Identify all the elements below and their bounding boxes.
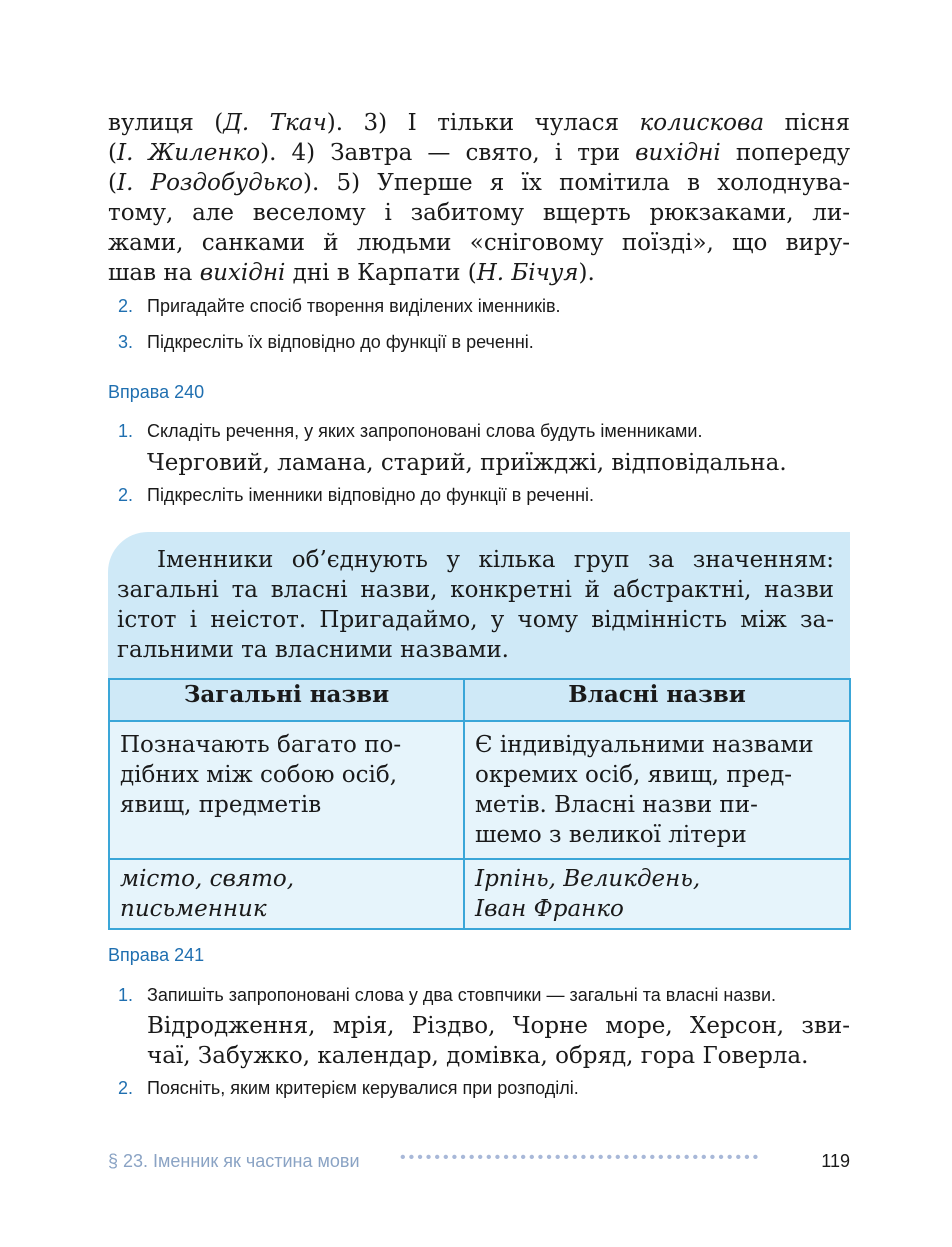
text-segment: ). 3) І тільки чулася (326, 110, 640, 136)
task-number: 2. (118, 296, 134, 316)
cell-line: письменник (120, 896, 267, 922)
cell-line: Є індивідуальними назвами (475, 732, 814, 758)
text-segment: ). (578, 260, 595, 286)
cell-line: Ірпінь, Великдень, (475, 866, 701, 892)
cell-line: окремих осіб, явищ, пред- (475, 762, 793, 788)
text-segment: ). 5) Уперше я їх помітила в холоднува- (302, 170, 851, 196)
text-segment: дні в Карпати ( (285, 260, 477, 286)
page-footer (108, 1151, 850, 1175)
text-segment: ( (108, 170, 117, 196)
paragraph-line (108, 258, 850, 288)
task-item (118, 331, 534, 353)
exercise-text-paragraph (108, 108, 850, 288)
paragraph-line (108, 228, 850, 258)
word-list-line: чаї, Забужко, календар, домівка, обряд, гора Говерла. (147, 1043, 809, 1069)
table-cell (109, 859, 464, 929)
paragraph-line (108, 198, 850, 228)
exercise-title: Вправа 241 (108, 945, 205, 965)
text-segment: вулиця ( (108, 110, 224, 136)
rule-text (117, 545, 834, 665)
text-segment: ). 4) Завтра — свято, і три (260, 140, 636, 166)
table-row (109, 721, 850, 859)
task-text: Підкресліть їх відповідно до функції в реченні. (147, 332, 534, 352)
task-text: Поясніть, яким критерієм керувалися при розподілі. (147, 1078, 579, 1098)
task-number: 1. (118, 421, 134, 441)
italic-text: вихідні (635, 140, 721, 166)
task-number: 3. (118, 332, 134, 352)
task-item (118, 420, 702, 442)
text-segment: пісня (764, 110, 851, 136)
task-text: Підкресліть іменники відповідно до функції в реченні. (147, 485, 595, 505)
italic-text: Д. Ткач (223, 110, 327, 136)
footer-dots: •••••••••••••••••••••••••••••••••••••••••• (400, 1149, 762, 1166)
italic-text: вихідні (199, 260, 286, 286)
word-list (147, 448, 850, 478)
cell-line: Іван Франко (475, 896, 624, 922)
table-cell (464, 859, 850, 929)
text-segment: шав на (108, 260, 200, 286)
task-number: 2. (118, 1078, 134, 1098)
comparison-table (108, 678, 851, 930)
table-row (109, 859, 850, 929)
italic-text: І. Жиленко (116, 140, 261, 166)
task-number: 1. (118, 985, 134, 1005)
text-segment: ( (108, 140, 117, 166)
rule-line: гальними та власними назвами. (117, 637, 509, 663)
exercise-title: Вправа 240 (108, 382, 205, 402)
italic-text: І. Роздобудько (116, 170, 303, 196)
task-number: 2. (118, 485, 134, 505)
section-title: § 23. Іменник як частина мови (108, 1151, 360, 1171)
cell-line: дібних між собою осіб, (120, 762, 398, 788)
task-item (118, 984, 776, 1006)
table-cell (464, 721, 850, 859)
task-text: Пригадайте спосіб творення виділених іменників. (147, 296, 561, 316)
word-list-line: Черговий, ламана, старий, приїжджі, відповідальна. (147, 450, 787, 476)
italic-text: Н. Бічуя (476, 260, 579, 286)
word-list (147, 1011, 850, 1071)
cell-line: Позначають багато по- (120, 732, 402, 758)
text-segment: жами, санками й людьми «сніговому поїзді», що виру- (108, 230, 850, 256)
rule-line: загальні та власні назви, конкретні й абстрактні, назви (117, 577, 834, 603)
paragraph-line (108, 138, 850, 168)
table-header-row (109, 679, 850, 721)
paragraph-line (108, 108, 850, 138)
rule-line: істот і неістот. Пригадаймо, у чому відмінність між за- (117, 607, 834, 633)
task-text: Запишіть запропоновані слова у два стовпчики — загальні та власні назви. (147, 985, 777, 1005)
table-cell (109, 721, 464, 859)
word-list-line: Відродження, мрія, Різдво, Чорне море, Херсон, зви- (147, 1013, 850, 1039)
task-item (118, 295, 561, 317)
text-segment: попереду (720, 140, 850, 166)
task-item (118, 1077, 579, 1099)
page-number: 119 (821, 1151, 850, 1171)
text-segment: тому, але веселому і забитому вщерть рюкзаками, ли- (108, 200, 850, 226)
rule-line: Іменники об’єднують у кілька груп за значенням: (157, 547, 834, 573)
cell-line: місто, свято, (120, 866, 295, 892)
header-common-nouns: Загальні назви (109, 679, 464, 721)
italic-text: колискова (639, 110, 765, 136)
task-text: Складіть речення, у яких запропоновані слова будуть іменниками. (147, 421, 703, 441)
task-item (118, 484, 594, 506)
cell-line: метів. Власні назви пи- (475, 792, 758, 818)
cell-line: явищ, предметів (120, 792, 322, 818)
header-proper-nouns: Власні назви (464, 679, 850, 721)
paragraph-line (108, 168, 850, 198)
cell-line: шемо з великої літери (475, 822, 747, 848)
